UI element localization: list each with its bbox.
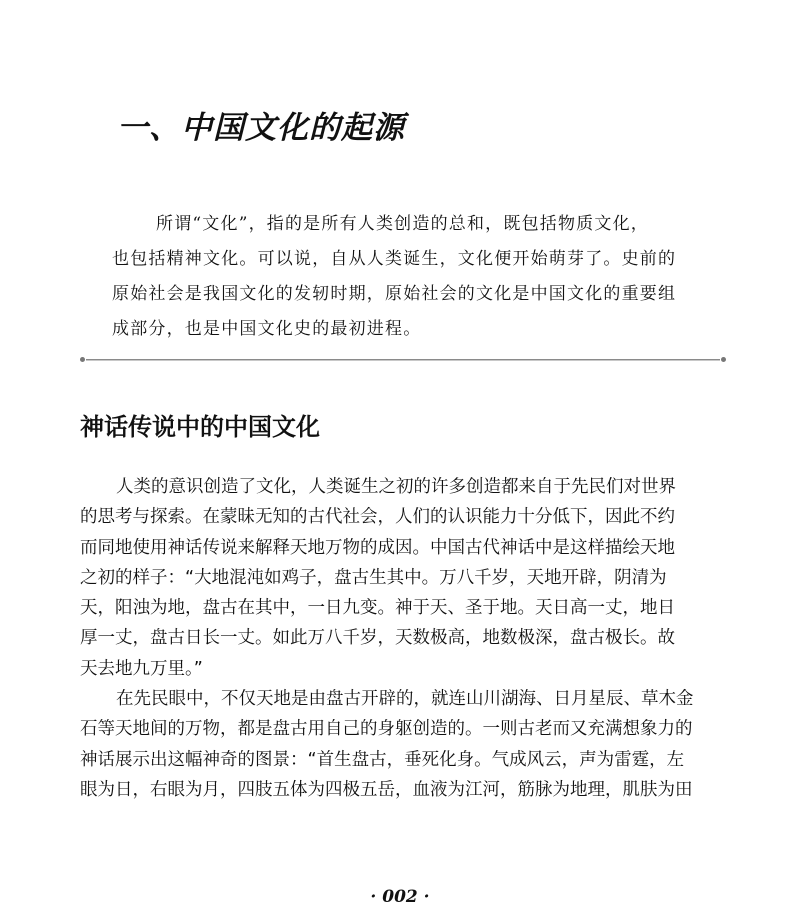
body-line: 石等天地间的万物，都是盘古用自己的身躯创造的。一则古老而又充满想象力的 [80,719,693,740]
body-line: 神话展示出这幅神奇的图景：“首生盘古，垂死化身。气成风云，声为雷霆，左 [80,749,685,770]
section-heading: 神话传说中的中国文化 [80,413,320,441]
chapter-title: 一、中国文化的起源 [117,110,405,146]
divider-ornament [80,357,85,362]
body-line: 而同地使用神话传说来解释天地万物的成因。中国古代神话中是这样描绘天地 [80,537,675,558]
intro-line: 所谓“文化”，指的是所有人类创造的总和，既包括物质文化， [156,214,649,234]
page-number: · 002 · [370,887,430,907]
body-line: 人类的意识创造了文化，人类诞生之初的许多创造都来自于先民们对世界 [116,477,676,497]
body-line: 天，阳浊为地，盘古在其中，一日九变。神于天、圣于地。天日高一丈，地日 [80,598,675,619]
body-line: 厚一丈，盘古日长一丈。如此万八千岁，天数极高，地数极深，盘古极长。故 [80,628,675,649]
intro-line: 原始社会是我国文化的发轫时期，原始社会的文化是中国文化的重要组 [112,284,677,304]
intro-paragraph [112,207,712,347]
intro-line: 成部分，也是中国文化史的最初进程。 [112,319,422,339]
section-divider [80,357,726,363]
body-line: 天去地九万里。” [80,658,203,679]
intro-line: 也包括精神文化。可以说，自从人类诞生，文化便开始萌芽了。史前的 [112,249,677,269]
body-line: 在先民眼中，不仅天地是由盘古开辟的，就连山川湖海、日月星辰、草木金 [116,689,694,710]
body-line: 之初的样子：“大地混沌如鸡子，盘古生其中。万八千岁，天地开辟，阴清为 [80,567,667,588]
divider-rule [86,359,720,361]
body-line: 的思考与探索。在蒙昧无知的古代社会，人们的认识能力十分低下，因此不约 [80,507,675,528]
body-text [80,472,740,805]
divider-ornament [721,357,726,362]
body-line: 眼为日，右眼为月，四肢五体为四极五岳，血液为江河，筋脉为地理，肌肤为田 [80,779,693,800]
